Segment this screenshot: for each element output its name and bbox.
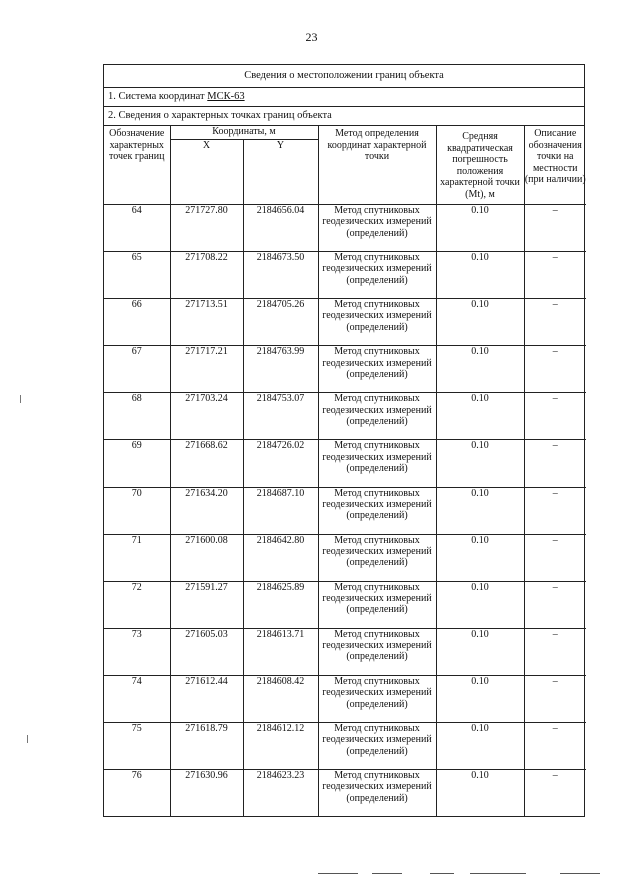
error-cell: 0.10 bbox=[436, 770, 524, 817]
y-coordinate-cell: 2184763.99 bbox=[243, 346, 318, 393]
method-cell: Метод спутниковых геодезических измерений (определений) bbox=[318, 675, 436, 722]
x-coordinate-cell: 271600.08 bbox=[170, 534, 243, 581]
point-cell: 67 bbox=[104, 346, 170, 393]
y-coordinate-cell: 2184625.89 bbox=[243, 581, 318, 628]
y-coordinate-cell: 2184612.12 bbox=[243, 723, 318, 770]
header-coordinates: Координаты, м bbox=[170, 126, 318, 140]
boundary-points-table bbox=[104, 126, 586, 816]
error-cell: 0.10 bbox=[436, 534, 524, 581]
scan-artifact bbox=[318, 873, 358, 874]
y-coordinate-cell: 2184705.26 bbox=[243, 299, 318, 346]
table-row bbox=[104, 299, 586, 346]
error-cell: 0.10 bbox=[436, 346, 524, 393]
point-cell: 69 bbox=[104, 440, 170, 487]
x-coordinate-cell: 271708.22 bbox=[170, 252, 243, 299]
point-cell: 76 bbox=[104, 770, 170, 817]
table-row bbox=[104, 487, 586, 534]
method-cell: Метод спутниковых геодезических измерений (определений) bbox=[318, 487, 436, 534]
table-row bbox=[104, 628, 586, 675]
scan-artifact bbox=[560, 873, 600, 874]
method-cell: Метод спутниковых геодезических измерений (определений) bbox=[318, 346, 436, 393]
table-row bbox=[104, 534, 586, 581]
description-cell: – bbox=[524, 299, 586, 346]
point-cell: 73 bbox=[104, 628, 170, 675]
x-coordinate-cell: 271612.44 bbox=[170, 675, 243, 722]
table-row bbox=[104, 252, 586, 299]
x-coordinate-cell: 271713.51 bbox=[170, 299, 243, 346]
description-cell: – bbox=[524, 534, 586, 581]
y-coordinate-cell: 2184753.07 bbox=[243, 393, 318, 440]
method-cell: Метод спутниковых геодезических измерений (определений) bbox=[318, 393, 436, 440]
y-coordinate-cell: 2184608.42 bbox=[243, 675, 318, 722]
x-coordinate-cell: 271605.03 bbox=[170, 628, 243, 675]
error-cell: 0.10 bbox=[436, 487, 524, 534]
header-x: X bbox=[170, 140, 243, 205]
x-coordinate-cell: 271668.62 bbox=[170, 440, 243, 487]
y-coordinate-cell: 2184623.23 bbox=[243, 770, 318, 817]
point-cell: 70 bbox=[104, 487, 170, 534]
table-row bbox=[104, 770, 586, 817]
header-method: Метод определения координат характерной точки bbox=[318, 126, 436, 205]
header-designation: Обозначение характерных точек границ bbox=[104, 126, 170, 205]
coordinate-system-label: 1. Система координат bbox=[108, 91, 208, 102]
scan-artifact bbox=[470, 873, 526, 874]
method-cell: Метод спутниковых геодезических измерений (определений) bbox=[318, 770, 436, 817]
method-cell: Метод спутниковых геодезических измерений (определений) bbox=[318, 628, 436, 675]
description-cell: – bbox=[524, 252, 586, 299]
method-cell: Метод спутниковых геодезических измерений (определений) bbox=[318, 723, 436, 770]
y-coordinate-cell: 2184642.80 bbox=[243, 534, 318, 581]
description-cell: – bbox=[524, 393, 586, 440]
error-cell: 0.10 bbox=[436, 628, 524, 675]
x-coordinate-cell: 271591.27 bbox=[170, 581, 243, 628]
header-description: Описание обозначения точки на местности (при наличии) bbox=[524, 126, 586, 205]
header-error: Средняя квадратическая погрешность положения характерной точки (Mt), м bbox=[436, 126, 524, 205]
point-cell: 74 bbox=[104, 675, 170, 722]
description-cell: – bbox=[524, 628, 586, 675]
table-row bbox=[104, 675, 586, 722]
method-cell: Метод спутниковых геодезических измерений (определений) bbox=[318, 252, 436, 299]
scan-artifact bbox=[372, 873, 402, 874]
error-cell: 0.10 bbox=[436, 440, 524, 487]
y-coordinate-cell: 2184726.02 bbox=[243, 440, 318, 487]
header-y: Y bbox=[243, 140, 318, 205]
method-cell: Метод спутниковых геодезических измерений (определений) bbox=[318, 534, 436, 581]
table-row bbox=[104, 723, 586, 770]
scan-artifact bbox=[430, 873, 454, 874]
x-coordinate-cell: 271703.24 bbox=[170, 393, 243, 440]
table-body bbox=[104, 205, 586, 817]
boundary-info-sheet bbox=[103, 64, 585, 817]
point-cell: 75 bbox=[104, 723, 170, 770]
x-coordinate-cell: 271630.96 bbox=[170, 770, 243, 817]
table-row bbox=[104, 440, 586, 487]
y-coordinate-cell: 2184687.10 bbox=[243, 487, 318, 534]
description-cell: – bbox=[524, 205, 586, 252]
description-cell: – bbox=[524, 675, 586, 722]
point-cell: 72 bbox=[104, 581, 170, 628]
x-coordinate-cell: 271634.20 bbox=[170, 487, 243, 534]
page-number: 23 bbox=[305, 30, 318, 44]
table-row bbox=[104, 393, 586, 440]
error-cell: 0.10 bbox=[436, 675, 524, 722]
table-row bbox=[104, 581, 586, 628]
error-cell: 0.10 bbox=[436, 723, 524, 770]
point-cell: 65 bbox=[104, 252, 170, 299]
table-row bbox=[104, 346, 586, 393]
method-cell: Метод спутниковых геодезических измерений (определений) bbox=[318, 440, 436, 487]
y-coordinate-cell: 2184673.50 bbox=[243, 252, 318, 299]
description-cell: – bbox=[524, 581, 586, 628]
x-coordinate-cell: 271727.80 bbox=[170, 205, 243, 252]
point-cell: 68 bbox=[104, 393, 170, 440]
method-cell: Метод спутниковых геодезических измерений (определений) bbox=[318, 205, 436, 252]
coordinate-system-row bbox=[104, 88, 584, 107]
point-cell: 66 bbox=[104, 299, 170, 346]
y-coordinate-cell: 2184656.04 bbox=[243, 205, 318, 252]
description-cell: – bbox=[524, 487, 586, 534]
coordinate-system-value: МСК-63 bbox=[207, 91, 245, 102]
y-coordinate-cell: 2184613.71 bbox=[243, 628, 318, 675]
error-cell: 0.10 bbox=[436, 205, 524, 252]
description-cell: – bbox=[524, 346, 586, 393]
table-row bbox=[104, 205, 586, 252]
method-cell: Метод спутниковых геодезических измерений (определений) bbox=[318, 299, 436, 346]
document-title: Сведения о местоположении границ объекта bbox=[104, 65, 584, 88]
section-title: 2. Сведения о характерных точках границ объекта bbox=[104, 107, 584, 126]
x-coordinate-cell: 271618.79 bbox=[170, 723, 243, 770]
error-cell: 0.10 bbox=[436, 299, 524, 346]
x-coordinate-cell: 271717.21 bbox=[170, 346, 243, 393]
scan-artifact bbox=[27, 735, 28, 743]
point-cell: 64 bbox=[104, 205, 170, 252]
scan-artifact bbox=[20, 395, 21, 403]
error-cell: 0.10 bbox=[436, 393, 524, 440]
description-cell: – bbox=[524, 723, 586, 770]
method-cell: Метод спутниковых геодезических измерений (определений) bbox=[318, 581, 436, 628]
description-cell: – bbox=[524, 770, 586, 817]
error-cell: 0.10 bbox=[436, 581, 524, 628]
error-cell: 0.10 bbox=[436, 252, 524, 299]
point-cell: 71 bbox=[104, 534, 170, 581]
description-cell: – bbox=[524, 440, 586, 487]
